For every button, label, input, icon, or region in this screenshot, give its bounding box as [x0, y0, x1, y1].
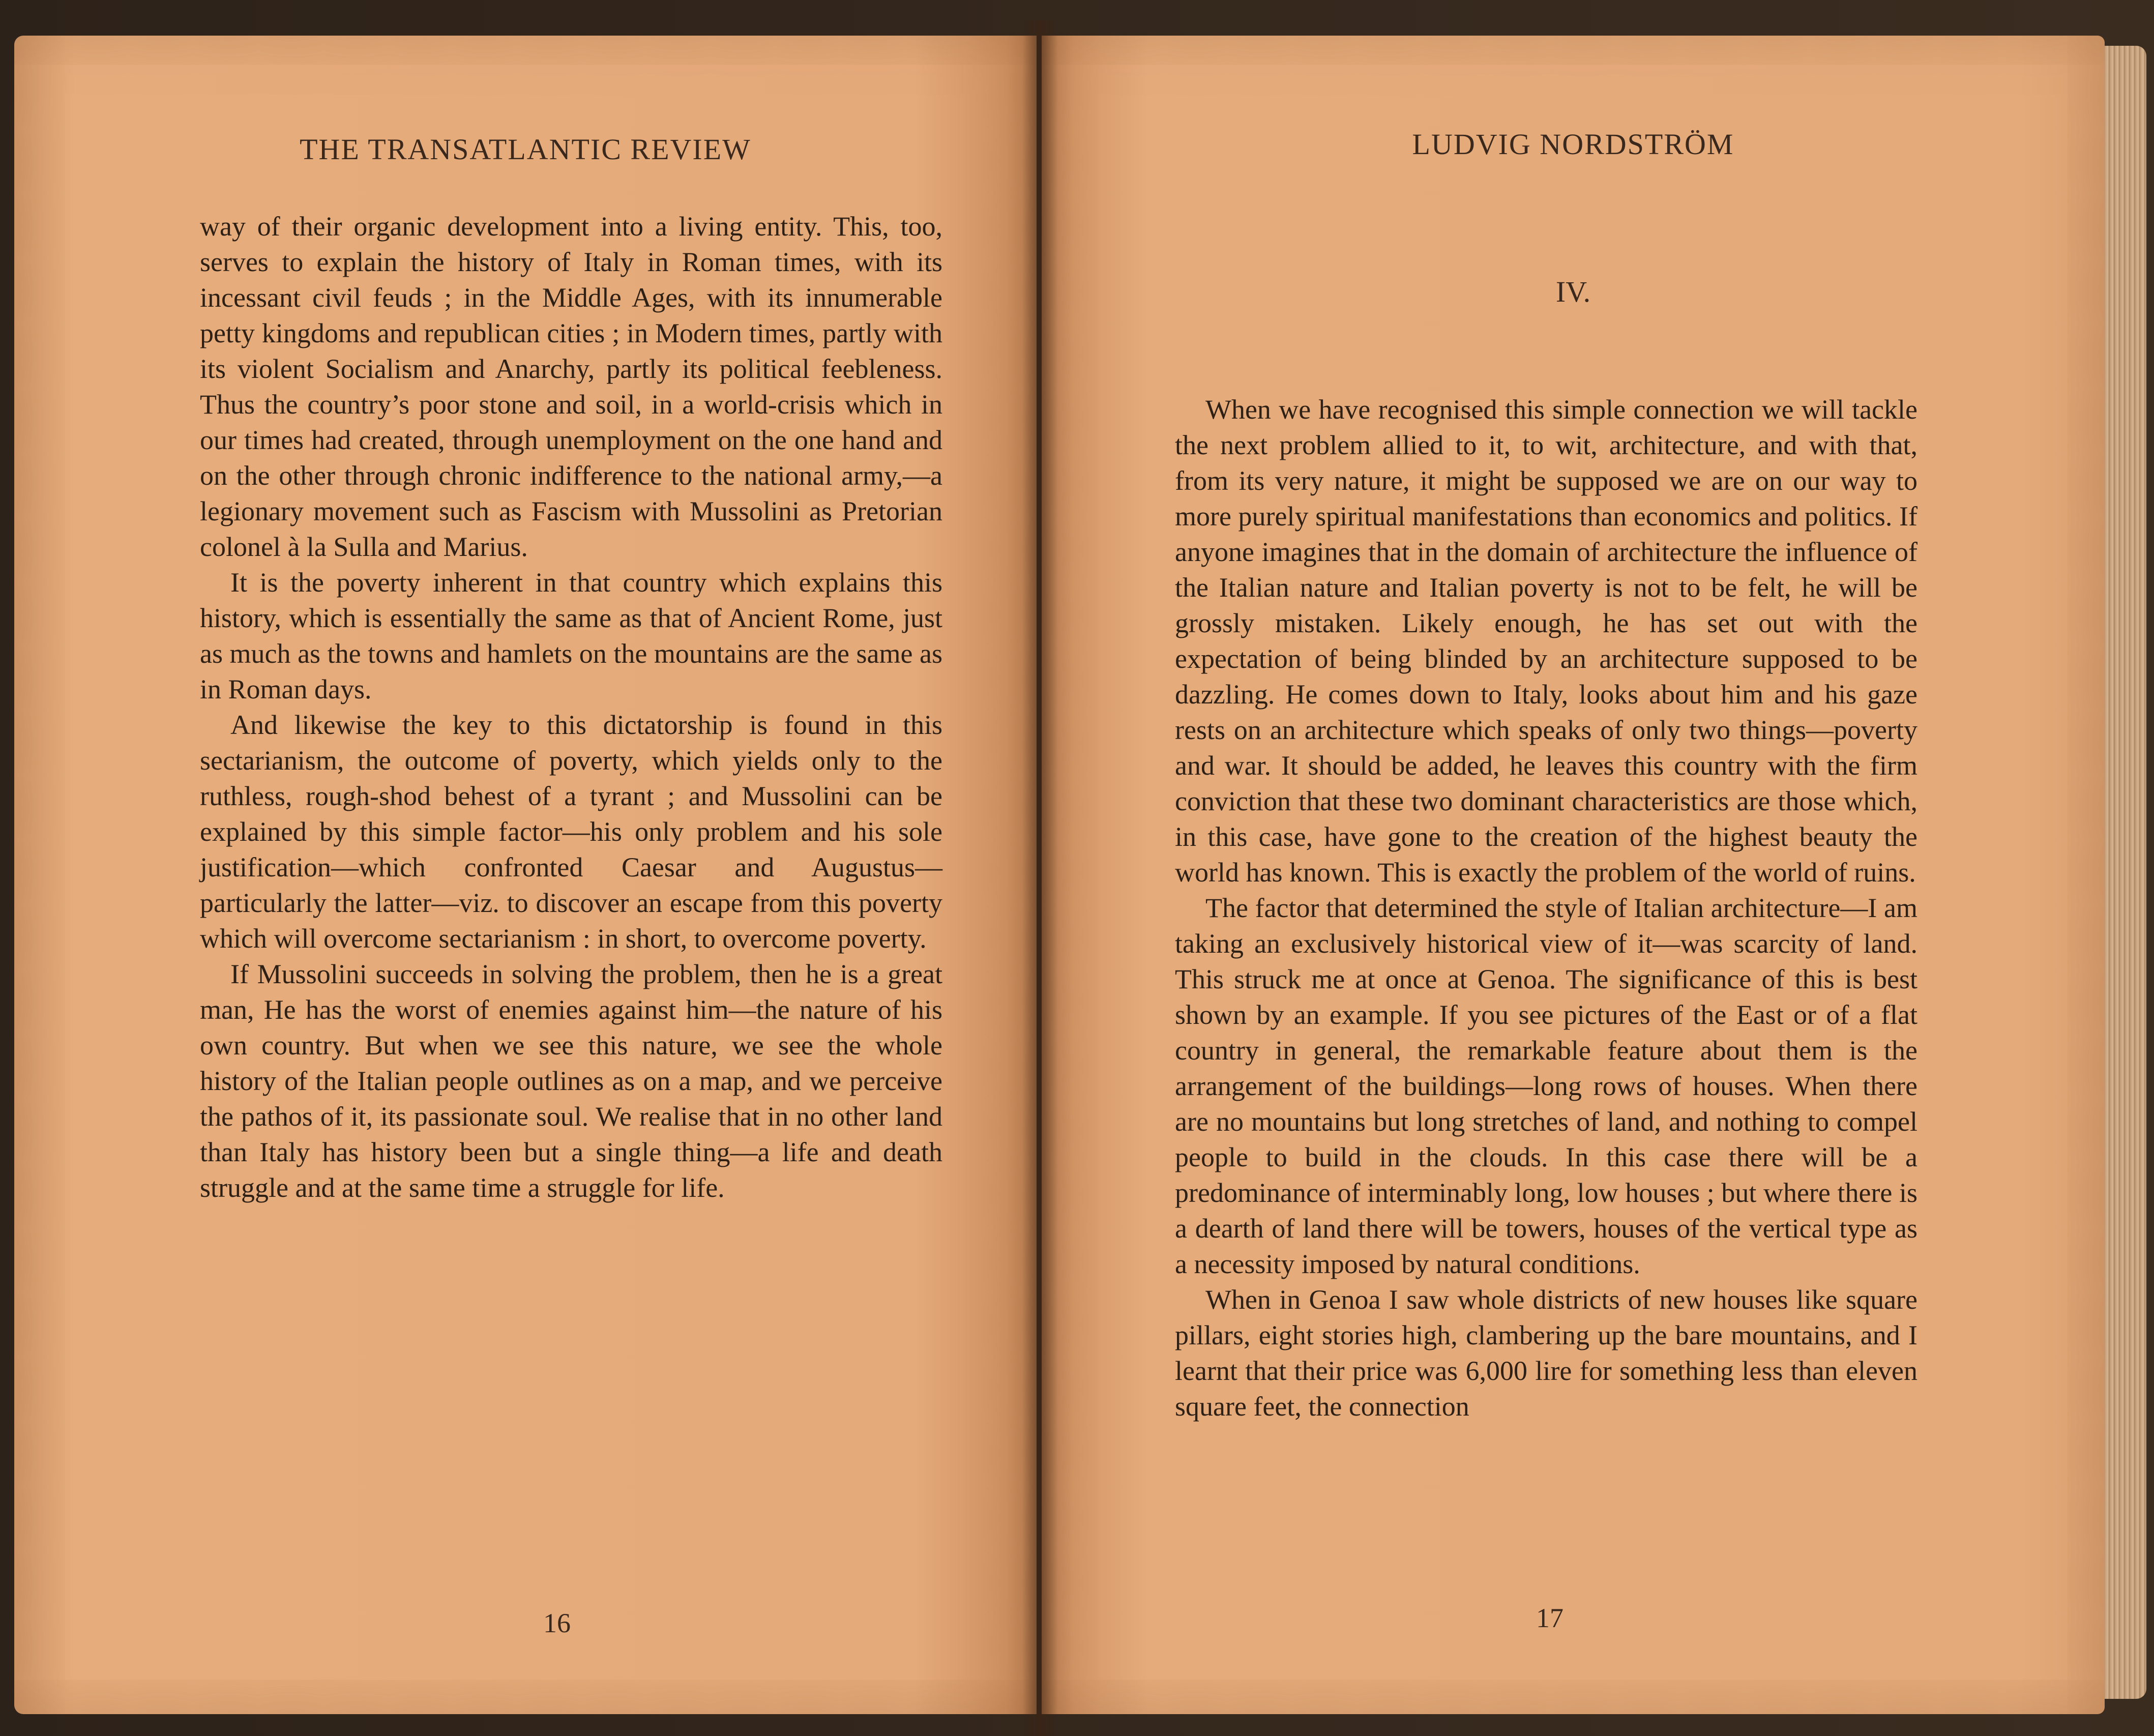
section-number: IV.	[1555, 275, 1591, 308]
paragraph: The factor that determined the style of Italian architecture—I am taking an exclusively historical view of it—was scarcity of land. This struck me at once at Genoa. The significance of this is best shown by an example. If you see pictures of the East or of a flat country in general, the remarkable feature about them is the arrangement of the buildings—long rows of houses. When there are no mountains but long stretches of land, and nothing to compel people to build in the clouds. In this case there will be a predominance of interminably long, low houses ; but where there is a dearth of land there will be towers, houses of the vertical type as a necessity imposed by natural conditions.	[1175, 893, 1917, 1279]
left-page-body	[200, 209, 942, 1205]
paragraph: When we have recognised this simple connection we will tackle the next problem allied to it, to wit, architecture, and with that, from its very nature, it might be supposed we are on our way to more purely spiritual manifestations than economics and politics. If anyone imagines that in the domain of architecture the influence of the Italian nature and Italian poverty is not to be felt, he will be grossly mistaken. Likely enough, he has set out with the expectation of being blinded by an architecture supposed to be dazzling. He comes down to Italy, looks about him and his gaze rests on an architecture which speaks of only two things—poverty and war. It should be added, he leaves this country with the firm conviction that these two dominant characteristics are those which, in this case, have gone to the creation of the highest beauty the world has known. This is exactly the problem of the world of ruins.	[1175, 394, 1917, 888]
running-head-right: LUDVIG NORDSTRÖM	[1412, 128, 1734, 161]
right-page	[1042, 36, 2105, 1714]
left-page	[14, 36, 1037, 1714]
right-page-body	[1175, 392, 1917, 1424]
paragraph: It is the poverty inherent in that country which explains this history, which is essentially the same as that of Ancient Rome, just as much as the towns and hamlets on the mountains are the same as in Roman days.	[200, 567, 942, 704]
paragraph: When in Genoa I saw whole districts of new houses like square pillars, eight stories high, clambering up the bare mountains, and I learnt that their price was 6,000 lire for something less than eleven square feet, the connection	[1175, 1284, 1917, 1422]
paragraph: And likewise the key to this dictatorship is found in this sectarianism, the outcome of poverty, which yields only to the ruthless, rough-shod behest of a tyrant ; and Mussolini can be explained by this simple factor—his only problem and his sole justification—which confronted Caesar and Augustus—particularly the latter—viz. to discover an escape from this poverty which will overcome sectarianism : in short, to overcome poverty.	[200, 710, 942, 954]
page-number-left: 16	[543, 1608, 571, 1638]
paragraph: way of their organic development into a living entity. This, too, serves to explain the history of Italy in Roman times, with its incessant civil feuds ; in the Middle Ages, with its innumerable petty kingdoms and republican cities ; in Modern times, partly with its violent Socialism and Anarchy, partly its political feebleness. Thus the country’s poor stone and soil, in a world-crisis which in our times had created, through unemployment on the one hand and on the other through chronic indifference to the national army,—a legionary movement such as Fascism with Mussolini as Pretorian colonel à la Sulla and Marius.	[200, 211, 942, 562]
paragraph: If Mussolini succeeds in solving the problem, then he is a great man, He has the worst of enemies against him—the nature of his own country. But when we see this nature, we see the whole history of the Italian people outlines as on a map, and we perceive the pathos of it, its passionate soul. We realise that in no other land than Italy has history been but a single thing—a life and death struggle and at the same time a struggle for life.	[200, 959, 942, 1203]
running-head-left: THE TRANSATLANTIC REVIEW	[300, 133, 751, 166]
page-number-right: 17	[1536, 1603, 1563, 1633]
book-gutter	[1022, 20, 1058, 1736]
